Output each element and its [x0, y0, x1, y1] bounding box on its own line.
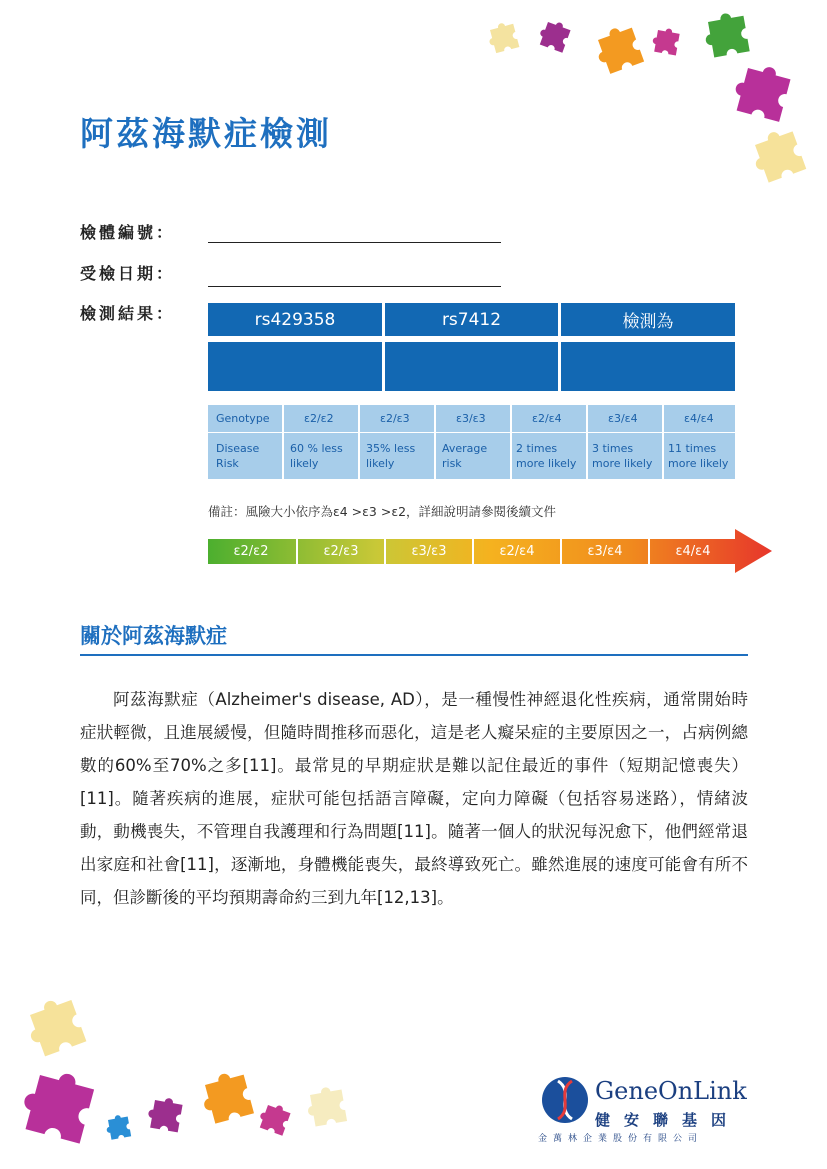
section-heading: 關於阿茲海默症 — [80, 624, 227, 648]
logo-chinese-name: 健安聯基因 — [595, 1111, 741, 1129]
sample-id-label: 檢體編號： — [80, 223, 176, 242]
test-result-label: 檢測結果： — [80, 304, 176, 323]
sample-id-line — [208, 242, 501, 243]
puzzle-decoration-top — [470, 10, 820, 210]
risk-note: 備註：風險大小依序為ε4 >ε3 >ε2，詳細說明請參閱後續文件 — [208, 504, 557, 519]
puzzle-decoration-bottom — [10, 1000, 360, 1160]
risk-cell: 2 times more likely — [512, 433, 586, 479]
section-divider — [80, 654, 748, 656]
scale-label: ε2/ε2 — [233, 544, 269, 559]
genotype-cell: ε2/ε4 — [512, 405, 586, 432]
scale-label: ε2/ε4 — [472, 539, 560, 564]
result-header-detected: 檢測為 — [561, 303, 735, 336]
genotype-header: Genotype — [208, 405, 282, 432]
genotype-cell: ε2/ε2 — [284, 405, 358, 432]
scale-label: ε4/ε4 — [648, 539, 736, 564]
logo-name: GeneOnLink — [595, 1077, 747, 1105]
section-body — [80, 683, 748, 914]
body-paragraph: 阿茲海默症（Alzheimer's disease, AD），是一種慢性神經退化性疾病，通常開始時症狀輕微，且進展緩慢，但隨時間推移而惡化，這是老人癡呆症的主要原因之一，占病例總數的60%至70%之多[11]。最常見的早期症狀是難以記住最近的事件（短期記憶喪失）[11]。隨著疾病的進展，症狀可能包括語言障礙，定向力障礙（包括容易迷路），情緒波動，動機喪失，不管理自我護理和行為問題[11]。隨著一個人的狀況每況愈下，他們經常退出家庭和社會[11]，逐漸地，身體機能喪失，最終導致死亡。雖然進展的速度可能會有所不同，但診斷後的平均預期壽命約三到九年[12,13]。 — [80, 690, 748, 907]
scale-label: ε3/ε3 — [384, 539, 472, 564]
genotype-cell: ε4/ε4 — [664, 405, 735, 432]
risk-cell: 11 times more likely — [664, 433, 735, 479]
risk-cell: Average risk — [436, 433, 510, 479]
risk-cell: 3 times more likely — [588, 433, 662, 479]
scale-label: ε2/ε3 — [296, 539, 384, 564]
genotype-cell: ε2/ε3 — [360, 405, 434, 432]
page-title: 阿茲海默症檢測 — [80, 114, 332, 153]
result-header-rs7412: rs7412 — [385, 303, 558, 336]
logo-company-name: 金萬林企業股份有限公司 — [538, 1134, 704, 1144]
scale-label: ε3/ε4 — [560, 539, 648, 564]
result-cell-detected — [561, 342, 735, 391]
result-cell-rs429358 — [208, 342, 382, 391]
test-date-label: 受檢日期： — [80, 264, 176, 283]
risk-cell: 60 % less likely — [284, 433, 358, 479]
disease-risk-header: Disease Risk — [208, 433, 282, 479]
result-header-rs429358: rs429358 — [208, 303, 382, 336]
dna-logo-icon — [540, 1075, 590, 1125]
genotype-cell: ε3/ε3 — [436, 405, 510, 432]
risk-cell: 35% less likely — [360, 433, 434, 479]
result-cell-rs7412 — [385, 342, 558, 391]
genotype-cell: ε3/ε4 — [588, 405, 662, 432]
test-date-line — [208, 286, 501, 287]
